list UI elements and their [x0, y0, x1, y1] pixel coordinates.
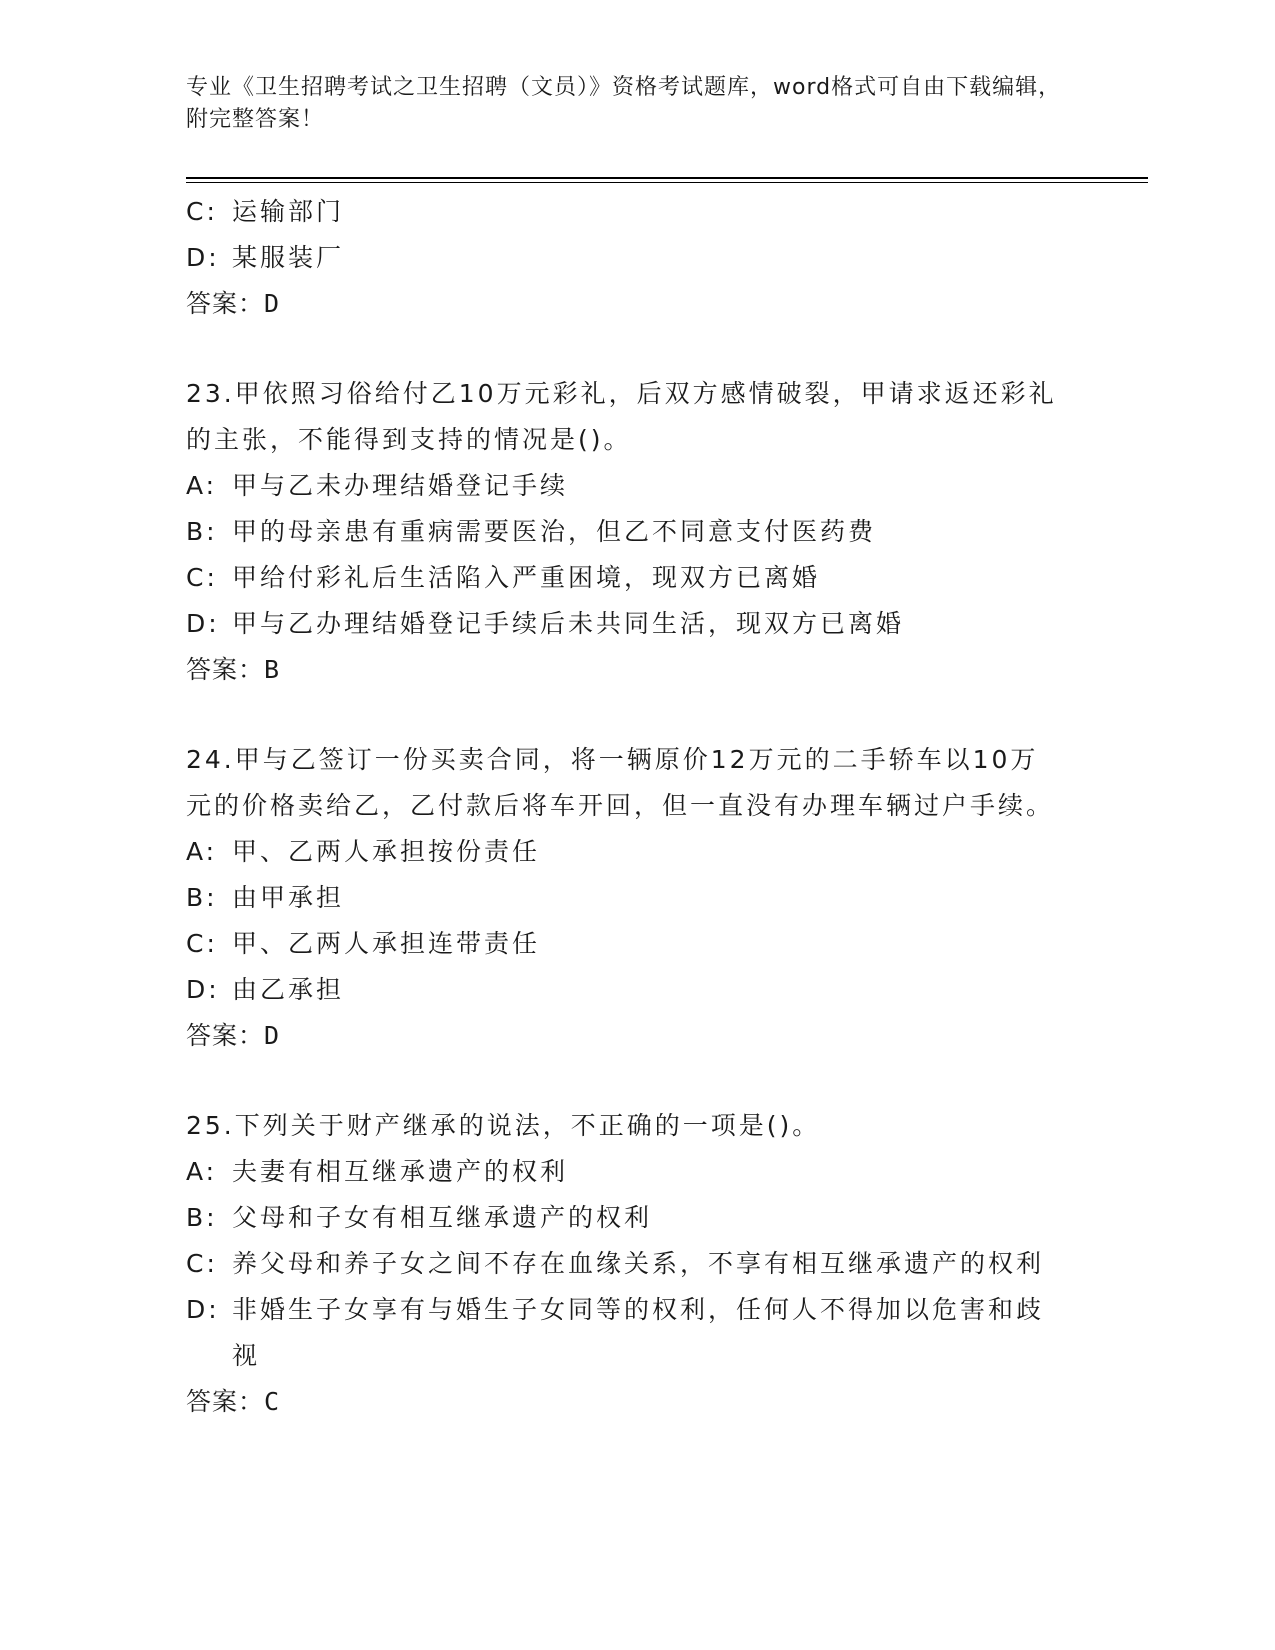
- option-text: 运输部门: [232, 197, 345, 226]
- option-text: 甲、乙两人承担连带责任: [232, 929, 541, 958]
- question-24: [186, 737, 1086, 1059]
- option-text: 甲与乙办理结婚登记手续后未共同生活，现双方已离婚: [232, 609, 905, 638]
- header-divider-thick: [186, 177, 1148, 179]
- option-d: [186, 967, 1086, 1013]
- option-letter: A:: [186, 471, 218, 500]
- option-letter: A:: [186, 837, 218, 866]
- option-letter: D:: [186, 1295, 220, 1324]
- option-letter: C:: [186, 929, 218, 958]
- option-b: [186, 509, 1086, 555]
- previous-question-tail: [186, 189, 1086, 327]
- option-text: 由乙承担: [232, 975, 345, 1004]
- option-text: 父母和子女有相互继承遗产的权利: [232, 1203, 653, 1232]
- option-letter: C:: [186, 1249, 218, 1278]
- option-c: [186, 189, 1086, 235]
- option-text: 非婚生子女享有与婚生子女同等的权利，任何人不得加以危害和歧视: [232, 1295, 1045, 1370]
- option-d: [186, 235, 1086, 281]
- answer-line: [186, 1013, 1086, 1059]
- option-letter: C:: [186, 197, 218, 226]
- option-letter: B:: [186, 883, 218, 912]
- answer-label: 答案：: [186, 289, 265, 318]
- option-c: [186, 1241, 1086, 1287]
- page-header: 专业《卫生招聘考试之卫生招聘（文员）》资格考试题库，word格式可自由下载编辑，附完整答案！: [186, 75, 1062, 132]
- option-letter: D:: [186, 975, 220, 1004]
- option-text: 甲的母亲患有重病需要医治，但乙不同意支付医药费: [232, 517, 877, 546]
- option-d: [186, 601, 1086, 647]
- answer-value: D: [264, 1021, 281, 1050]
- answer-value: D: [264, 289, 281, 318]
- option-a: [186, 463, 1086, 509]
- option-letter: C:: [186, 563, 218, 592]
- option-text: 夫妻有相互继承遗产的权利: [232, 1157, 569, 1186]
- answer-value: B: [264, 655, 281, 684]
- question-text: 23.甲依照习俗给付乙10万元彩礼，后双方感情破裂，甲请求返还彩礼的主张，不能得到支持的情况是()。: [186, 379, 1057, 454]
- answer-line: [186, 281, 1086, 327]
- option-d: [186, 1287, 1086, 1379]
- option-text: 由甲承担: [232, 883, 345, 912]
- answer-line: [186, 647, 1086, 693]
- question-23: [186, 371, 1086, 693]
- option-b: [186, 1195, 1086, 1241]
- option-letter: A:: [186, 1157, 218, 1186]
- answer-value: C: [264, 1387, 281, 1416]
- option-letter: D:: [186, 243, 220, 272]
- option-a: [186, 1149, 1086, 1195]
- option-text: 某服装厂: [232, 243, 345, 272]
- option-letter: B:: [186, 517, 218, 546]
- question-text: 24.甲与乙签订一份买卖合同，将一辆原价12万元的二手轿车以10万元的价格卖给乙，乙付款后将车开回，但一直没有办理车辆过户手续。: [186, 745, 1055, 820]
- question-25: [186, 1103, 1086, 1425]
- option-text: 甲、乙两人承担按份责任: [232, 837, 541, 866]
- header-divider-thin: [186, 182, 1148, 183]
- answer-label: 答案：: [186, 1021, 265, 1050]
- question-content: [186, 189, 1086, 1425]
- option-letter: B:: [186, 1203, 218, 1232]
- option-text: 甲给付彩礼后生活陷入严重困境，现双方已离婚: [232, 563, 821, 592]
- option-a: [186, 829, 1086, 875]
- answer-label: 答案：: [186, 1387, 265, 1416]
- option-letter: D:: [186, 609, 220, 638]
- option-text: 养父母和养子女之间不存在血缘关系，不享有相互继承遗产的权利: [232, 1249, 1045, 1278]
- option-b: [186, 875, 1086, 921]
- answer-line: [186, 1379, 1086, 1425]
- question-text: 25.下列关于财产继承的说法，不正确的一项是()。: [186, 1111, 821, 1140]
- option-c: [186, 555, 1086, 601]
- answer-label: 答案：: [186, 655, 265, 684]
- option-c: [186, 921, 1086, 967]
- option-text: 甲与乙未办理结婚登记手续: [232, 471, 569, 500]
